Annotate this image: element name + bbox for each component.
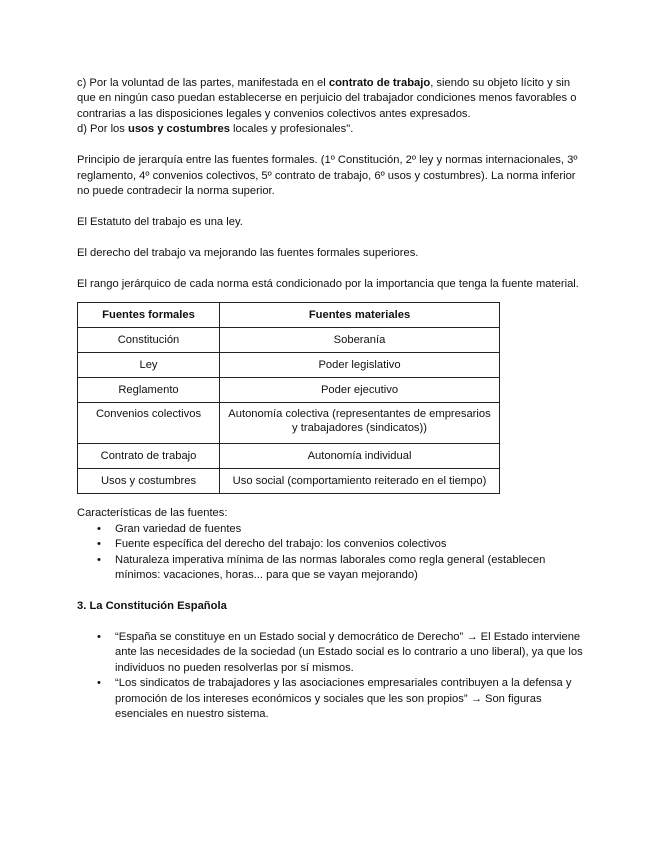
table-header: Fuentes materiales — [220, 303, 500, 328]
table-cell: Poder legislativo — [220, 353, 500, 378]
list-item: • Fuente específica del derecho del trabajo: los convenios colectivos — [115, 537, 585, 552]
table-row — [78, 444, 500, 469]
bold-contrato: contrato de trabajo — [328, 77, 431, 89]
bold-usos: usos y costumbres — [127, 123, 230, 136]
table-cell: Soberanía — [220, 328, 500, 353]
paragraph-d: d) Por los usos y costumbres locales y profesionales". — [77, 123, 354, 136]
table-row — [78, 469, 500, 494]
mejora-text: El derecho del trabajo va mejorando las fuentes formales superiores. — [77, 247, 419, 260]
table-cell: Uso social (comportamiento reiterado en el tiempo) — [220, 469, 500, 494]
table-row — [78, 328, 500, 353]
list-item: • “Los sindicatos de trabajadores y las asociaciones empresariales contribuyen a la defensa y promoción de los intereses económicos y sociales que les son propios” → Son figuras esenciales en nuestro sistema. — [115, 676, 585, 722]
caracteristicas-title: Características de las fuentes: — [77, 507, 228, 520]
list-item: • Gran variedad de fuentes — [115, 522, 585, 537]
estatuto-text: El Estatuto del trabajo es una ley. — [77, 216, 243, 229]
table-header: Fuentes formales — [78, 303, 220, 328]
table-row — [78, 403, 500, 444]
table-cell: Reglamento — [78, 378, 220, 403]
table-cell: Usos y costumbres — [78, 469, 220, 494]
constitucion-list — [77, 630, 585, 722]
table-cell: Constitución — [78, 328, 220, 353]
table-header-row — [78, 303, 500, 328]
table-cell: Convenios colectivos — [78, 403, 220, 444]
table-cell: Autonomía individual — [220, 444, 500, 469]
table-cell: Autonomía colectiva (representantes de empresarios y trabajadores (sindicatos)) — [220, 403, 500, 444]
table-cell: Contrato de trabajo — [78, 444, 220, 469]
table-row — [78, 378, 500, 403]
table-cell: Poder ejecutivo — [220, 378, 500, 403]
caracteristicas-list — [77, 522, 585, 584]
principio-jerarquia: Principio de jerarquía entre las fuentes formales. (1º Constitución, 2º ley y normas internacionales, 3º reglamento, 4º convenios colectivos, 5º contrato de trabajo, 6º usos y costumbres). La norma inferior no puede contradecir la norma superior. — [77, 154, 578, 198]
fuentes-table — [77, 302, 500, 494]
table-cell: Ley — [78, 353, 220, 378]
rango-text: El rango jerárquico de cada norma está condicionado por la importancia que tenga la fuente material. — [77, 278, 579, 291]
table-row — [78, 353, 500, 378]
paragraph-c: c) Por la voluntad de las partes, manifestada en el contrato de trabajo, siendo su objeto lícito y sin que en ningún caso puedan establecerse en perjuicio del trabajador condiciones menos favorables o contrarias a las disposiciones legales y convenios colectivos antes expresados. — [77, 77, 577, 120]
list-item: • “España se constituye en un Estado social y democrático de Derecho” → El Estado interviene ante las necesidades de la sociedad (un Estado social es lo contrario a uno liberal), ya que los individuos no pueden resolverlas por sí mismos. — [115, 630, 585, 676]
list-item: • Naturaleza imperativa mínima de las normas laborales como regla general (establecen mínimos: vacaciones, horas... para que se vayan mejorando) — [115, 553, 585, 584]
section-heading: 3. La Constitución Española — [77, 600, 227, 613]
